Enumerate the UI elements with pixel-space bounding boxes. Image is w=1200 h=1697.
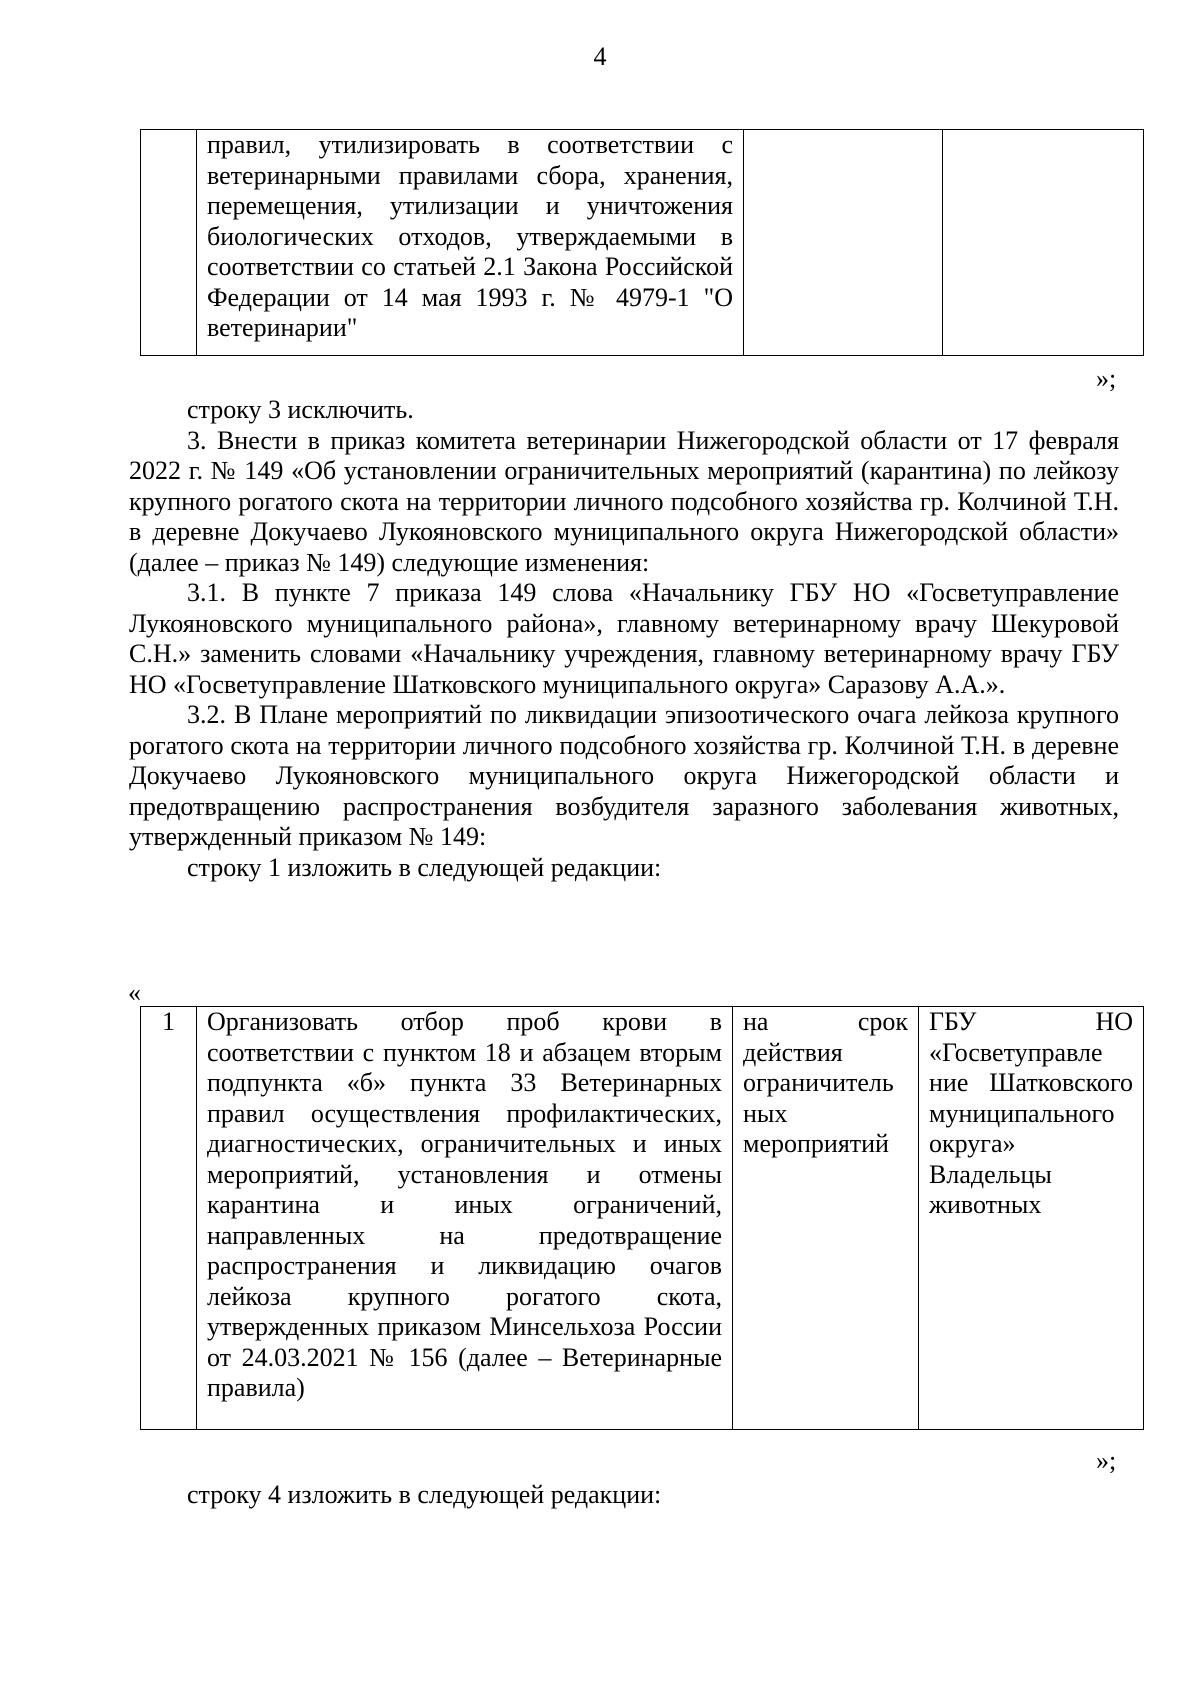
closing-quote-mark: »; [1096, 1446, 1117, 1475]
plan-table-row-1 [140, 1006, 1144, 1430]
opening-quote-mark: « [128, 978, 141, 1007]
paragraph: 3.2. В Плане мероприятий по ликвидации эпизоотического очага лейкоза крупного рогатого скота на территории личного подсобного хозяйства гр. Колчиной Т.Н. в деревне Докучаево Лукояновского муниципального округа Нижегородской области и предотвращению распространения возбудителя заразного заболевания животных, утвержденный приказом № 149: [129, 700, 1119, 851]
table-row [141, 1007, 1144, 1430]
paragraph: строку 1 изложить в следующей редакции: [187, 852, 662, 882]
paragraph: 3.1. В пункте 7 приказа 149 слова «Начальнику ГБУ НО «Госветуправление Лукояновского муниципального района», главному ветеринарному врачу Шекуровой С.Н.» заменить словами «Начальнику учреждения, главному ветеринарному врачу ГБУ НО «Госветуправление Шатковского муниципального округа» Саразову А.А.». [129, 578, 1119, 699]
measure-cell [197, 1007, 733, 1430]
body-text-section [129, 395, 1119, 883]
responsible-cell [919, 1007, 1144, 1430]
term-cell [733, 1007, 919, 1430]
term-text: на срок действия ограничитель ных мероприятий [743, 1007, 908, 1158]
measure-text: Организовать отбор проб крови в соответствии с пунктом 18 и абзацем вторым подпункта «б» пункта 33 Ветеринарных правил осуществления профилактических, диагностических, ограничительных и иных мероприятий, установления и отмены карантина и иных ограничений, направленных на предотвращение распространения и ликвидацию очагов лейкоза крупного рогатого скота, утвержденных приказом Минсельхоза России от 24.03.2021 № 156 (далее – Ветеринарные правила) [207, 1007, 722, 1402]
paragraph: строку 3 исключить. [187, 395, 414, 424]
body-text-section [129, 1480, 1119, 1511]
plan-table-row-top [140, 129, 1144, 356]
page-number: 4 [593, 42, 607, 71]
measure-text: правил, утилизировать в соответствии с ветеринарными правилами сбора, хранения, перемещения, утилизации и уничтожения биологических отходов, утверждаемыми в соответствии со статьей 2.1 Закона Российской Федерации от 14 мая 1993 г. № 4979-1 "О ветеринарии" [207, 130, 733, 342]
responsible-text: ГБУ НО «Госветуправле ние Шатковского муниципального округа» Владельцы животных [929, 1007, 1133, 1219]
closing-quote-mark: »; [1096, 364, 1117, 393]
row-number-cell: 1 [141, 1007, 197, 1430]
term-cell [744, 130, 943, 356]
table-row [141, 130, 1144, 356]
paragraph: строку 4 изложить в следующей редакции: [187, 1480, 662, 1509]
row-number-cell [141, 130, 197, 356]
responsible-cell [943, 130, 1144, 356]
paragraph: 3. Внести в приказ комитета ветеринарии Нижегородской области от 17 февраля 2022 г. № 149 «Об установлении ограничительных мероприятий (карантина) по лейкозу крупного рогатого скота на территории личного подсобного хозяйства гр. Колчиной Т.Н. в деревне Докучаево Лукояновского муниципального округа Нижегородской области» (далее – приказ № 149) следующие изменения: [129, 425, 1119, 577]
measure-cell [197, 130, 744, 356]
